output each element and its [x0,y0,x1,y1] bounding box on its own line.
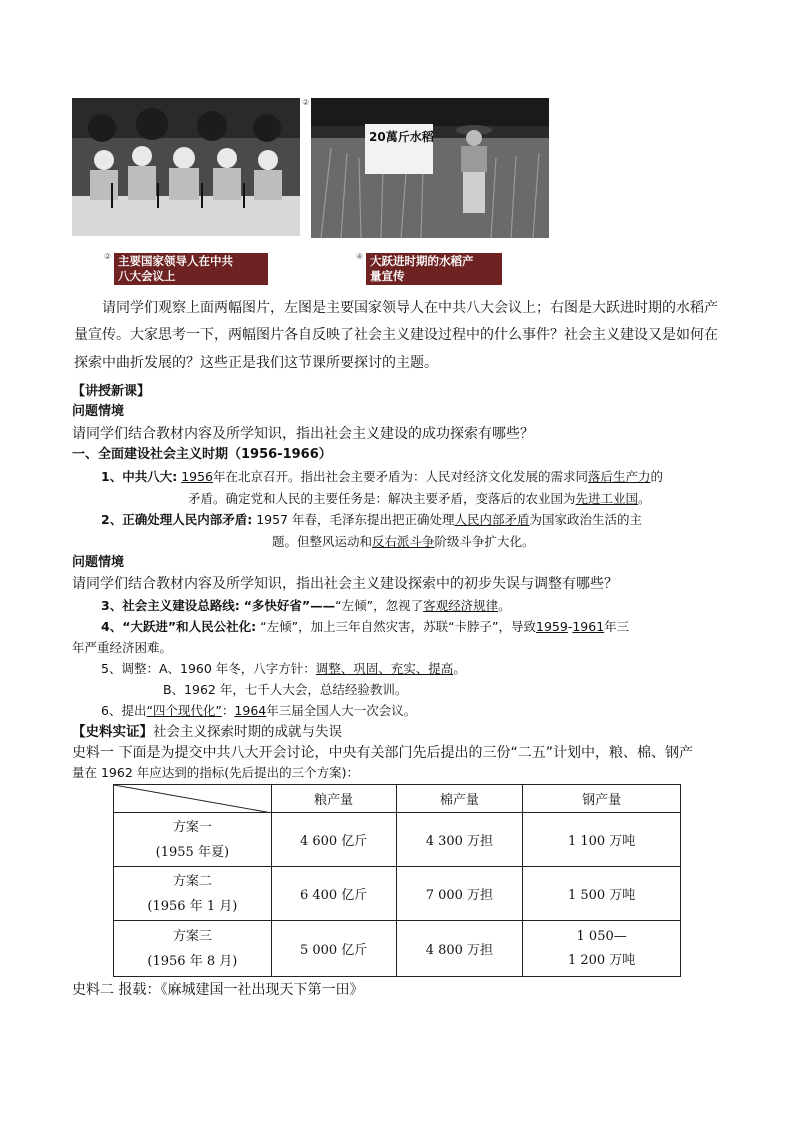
item-3: 3、社会主义建设总路线: “多快好省”——“左倾”，忽视了客观经济规律。 [101,598,511,613]
item-1-line-2: 矛盾。确定党和人民的主要任务是：解决主要矛盾，变落后的农业国为先进工业国。 [188,491,651,506]
cotton-cell: 7 000 万担 [396,867,523,921]
steel-cell: 1 100 万吨 [523,813,681,867]
item-6: 6、提出“四个现代化”：1964年三届全国人大一次会议。 [101,703,417,718]
cotton-cell: 4 800 万担 [396,921,523,977]
table-row [114,867,681,921]
grain-cell: 5 000 亿斤 [271,921,396,977]
intro-line-1: 请同学们观察上面两幅图片，左图是主要国家领导人在中共八大会议上；右图是大跃进时期的水稻产 [102,300,718,316]
material-2: 史料二 报载：《麻城建国一社出现天下第一田》 [72,982,364,998]
part-1-title: 一、全面建设社会主义时期（1956-1966） [72,447,332,462]
item-4-line-2: 年严重经济困难。 [72,640,173,655]
question-1-text: 请同学们结合教材内容及所学知识，指出社会主义建设的成功探索有哪些？ [72,426,534,442]
material-1-line-2: 量在 1962 年应达到的指标(先后提出的三个方案)： [72,765,360,780]
photo-party-congress [72,98,300,236]
section-new-lesson: 【讲授新课】 [72,384,151,399]
rice-sign-text: 20萬斤水稻 [369,130,434,144]
header-grain: 粮产量 [271,785,396,813]
caption-left: 主要国家领导人在中共 八大会议上 [114,253,268,285]
steel-cell: 1 050— 1 200 万吨 [523,921,681,977]
photo-left-number: ② [302,98,310,107]
grain-cell: 6 400 亿斤 [271,867,396,921]
plan-name-cell: 方案一 (1955 年夏) [114,813,272,867]
caption-right: 大跃进时期的水稻产 量宣传 [366,253,502,285]
table-header-diagonal [114,785,272,813]
question-1-title: 问题情境 [72,404,125,419]
header-cotton: 棉产量 [396,785,523,813]
caption-left-number: ② [104,252,112,261]
plan-name-cell: 方案二 (1956 年 1 月) [114,867,272,921]
plan-table [113,784,681,977]
material-1-line-1: 史料一 下面是为提交中共八大开会讨论，中央有关部门先后提出的三份“二五”计划中，粮、棉、钢产 [72,745,693,761]
item-5-b: B、1962 年，七千人大会，总结经验教训。 [163,682,408,697]
item-5-a: 5、调整：A、1960 年冬，八字方针：调整、巩固、充实、提高。 [101,661,466,676]
item-2-line-2: 题。但整风运动和反右派斗争阶级斗争扩大化。 [272,534,535,549]
photo-rice-propaganda [311,98,549,238]
intro-line-3: 探索中曲折发展的？这些正是我们这节课所要探讨的主题。 [74,355,438,371]
cotton-cell: 4 300 万担 [396,813,523,867]
intro-line-2: 量宣传。大家思考一下，两幅图片各自反映了社会主义建设过程中的什么事件？社会主义建设又是如何在 [74,327,718,343]
table-row [114,813,681,867]
item-2-line-1: 2、正确处理人民内部矛盾: 1957 年春，毛泽东提出把正确处理人民内部矛盾为国家政治生活的主 [101,512,643,527]
grain-cell: 4 600 亿斤 [271,813,396,867]
evidence-heading: 【史料实证】社会主义探索时期的成就与失误 [72,724,342,740]
item-1-line-1: 1、中共八大: 1956年在北京召开。指出社会主要矛盾为：人民对经济文化发展的需求同落后生产力的 [101,469,664,484]
header-steel: 钢产量 [523,785,681,813]
table-row [114,921,681,977]
item-4-line-1: 4、“大跃进”和人民公社化: “左倾”，加上三年自然灾害，苏联“卡脖子”，导致1959-1961年三 [101,619,630,634]
question-2-text: 请同学们结合教材内容及所学知识，指出社会主义建设探索中的初步失误与调整有哪些？ [72,576,618,592]
question-2-title: 问题情境 [72,555,125,570]
plan-name-cell: 方案三 (1956 年 8 月) [114,921,272,977]
caption-right-number: ④ [356,252,364,261]
steel-cell: 1 500 万吨 [523,867,681,921]
